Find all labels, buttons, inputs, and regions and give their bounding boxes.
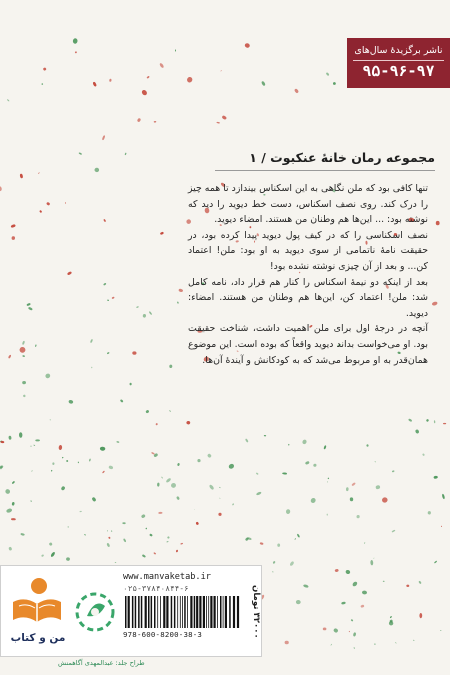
paint-splatter xyxy=(433,476,438,479)
paint-splatter xyxy=(349,631,351,633)
barcode-bar xyxy=(177,596,178,628)
phone-number: ۰۲۵-۳۷۸۴۰۸۴۴-۶ xyxy=(123,584,189,593)
paint-splatter xyxy=(41,83,43,84)
paint-splatter xyxy=(436,221,440,225)
barcode-bar xyxy=(157,596,158,628)
paint-splatter xyxy=(294,538,295,540)
barcode-bar xyxy=(182,596,183,628)
paint-splatter xyxy=(305,461,310,465)
paint-splatter xyxy=(102,135,106,140)
paint-splatter xyxy=(4,488,10,495)
paint-splatter xyxy=(264,435,266,437)
barcode-bar xyxy=(196,596,198,628)
paint-splatter xyxy=(45,373,51,379)
paint-splatter xyxy=(124,152,126,155)
paint-splatter xyxy=(289,561,294,567)
paint-splatter xyxy=(218,513,222,517)
paint-splatter xyxy=(103,283,106,286)
paint-splatter xyxy=(282,472,287,474)
paint-splatter xyxy=(160,231,164,235)
paint-splatter xyxy=(382,497,388,503)
paint-splatter xyxy=(35,344,37,347)
paint-splatter xyxy=(351,482,356,486)
barcode-bar xyxy=(163,596,165,628)
barcode-bar xyxy=(128,596,130,628)
paint-splatter xyxy=(422,453,425,456)
paint-splatter xyxy=(326,72,330,76)
barcode-bar xyxy=(206,596,207,628)
paint-splatter xyxy=(75,51,78,54)
paint-splatter xyxy=(52,462,54,465)
paint-splatter xyxy=(20,173,24,178)
paint-splatter xyxy=(102,470,105,473)
paint-splatter xyxy=(94,168,99,172)
paint-splatter xyxy=(141,89,148,96)
paint-splatter xyxy=(261,81,266,87)
paint-splatter xyxy=(313,464,317,467)
paint-splatter xyxy=(341,601,346,604)
paint-splatter xyxy=(30,446,31,447)
paint-splatter xyxy=(413,640,415,641)
paint-splatter xyxy=(108,536,111,539)
paint-splatter xyxy=(66,557,70,561)
paint-splatter xyxy=(284,641,288,645)
barcode-bar xyxy=(171,596,173,628)
paint-splatter xyxy=(353,647,355,649)
paint-splatter xyxy=(166,541,168,543)
paint-splatter xyxy=(142,554,146,558)
paint-splatter xyxy=(90,339,93,343)
paint-splatter xyxy=(123,538,127,542)
paint-splatter xyxy=(136,306,139,308)
paint-splatter xyxy=(346,487,349,491)
paint-splatter xyxy=(8,436,11,440)
paint-splatter xyxy=(108,465,113,470)
paint-splatter xyxy=(350,497,354,501)
paint-splatter xyxy=(333,628,339,634)
barcode-bar xyxy=(225,596,227,628)
paint-splatter xyxy=(79,511,82,513)
paint-splatter xyxy=(157,483,160,487)
paint-splatter xyxy=(146,76,149,79)
paint-splatter xyxy=(442,494,446,500)
barcode-bar xyxy=(151,596,153,628)
paint-splatter xyxy=(216,122,220,124)
paint-splatter xyxy=(151,452,155,455)
paint-splatter xyxy=(197,459,200,462)
paint-splatter xyxy=(109,79,111,82)
paint-splatter xyxy=(374,461,376,463)
blurb-paragraph: تنها کافی بود که ملن نگاهی به این اسکناس بیندازد تا همه چیز را درک کند. روی نصف اسکناس، دست خط دیوید را دید که نوشته بود: ... این‌ها هم وطنان من هستند. امضاء دیوید. xyxy=(188,183,428,226)
paint-splatter xyxy=(169,365,172,368)
paint-splatter xyxy=(277,543,280,546)
paint-splatter xyxy=(176,496,180,500)
barcode-bar xyxy=(160,596,161,628)
paint-splatter xyxy=(180,543,183,545)
paint-splatter xyxy=(351,619,354,622)
paint-splatter xyxy=(65,202,67,204)
barcode-bar xyxy=(223,596,224,628)
paint-splatter xyxy=(111,296,114,299)
paint-splatter xyxy=(256,472,259,475)
paint-splatter xyxy=(327,477,329,479)
paint-splatter xyxy=(149,533,153,536)
paint-splatter xyxy=(177,301,179,304)
paint-splatter xyxy=(154,121,157,123)
paint-splatter xyxy=(296,600,301,605)
paint-splatter xyxy=(26,303,31,306)
paint-splatter xyxy=(330,644,332,646)
barcode-bar xyxy=(233,596,235,628)
paint-splatter xyxy=(327,514,328,516)
paint-splatter xyxy=(335,569,339,573)
paint-splatter xyxy=(222,115,228,120)
paint-splatter xyxy=(30,500,32,502)
paint-splatter xyxy=(159,62,164,68)
paint-splatter xyxy=(169,410,171,412)
paint-splatter xyxy=(11,236,15,240)
barcode-bar xyxy=(166,596,168,628)
paint-splatter xyxy=(294,88,299,94)
paint-splatter xyxy=(0,186,2,191)
paint-splatter xyxy=(68,399,73,404)
paint-splatter xyxy=(100,447,106,451)
publisher-award-badge xyxy=(347,38,450,88)
paint-splatter xyxy=(22,355,25,357)
info-lines xyxy=(123,570,241,640)
paint-splatter xyxy=(91,367,92,368)
paint-splatter xyxy=(38,172,40,174)
paint-splatter xyxy=(62,457,64,459)
paint-splatter xyxy=(107,530,108,531)
barcode-bar xyxy=(203,596,205,628)
paint-splatter xyxy=(23,394,26,397)
paint-splatter xyxy=(408,418,412,422)
barcode-bar xyxy=(208,596,209,628)
barcode-bar xyxy=(237,596,239,628)
paint-splatter xyxy=(43,67,47,71)
paint-splatter xyxy=(273,561,276,564)
paint-splatter xyxy=(12,502,15,506)
paint-splatter xyxy=(155,423,157,426)
paint-splatter xyxy=(8,547,12,551)
paint-splatter xyxy=(373,558,374,559)
barcode-bar xyxy=(145,596,147,628)
paint-splatter xyxy=(66,460,68,462)
paint-splatter xyxy=(406,584,409,587)
barcode-bar xyxy=(138,596,140,628)
paint-splatter xyxy=(260,542,264,545)
blurb-text xyxy=(188,181,428,368)
paint-splatter xyxy=(366,444,369,447)
blurb-paragraph: نصف اسکناسی را که در کیف پول دیوید پیدا کرده بود، در حقیقت نامهٔ ناتمامی از سوی دیوید به او بود: ملن! اعتماد کن... و بعد از آن چیزی نوشته نشده بود! xyxy=(188,229,428,272)
paint-splatter xyxy=(145,410,149,414)
paint-splatter xyxy=(107,352,110,355)
cover-designer-credit: طراح جلد: عبدالمهدی آگاهمنش xyxy=(58,659,145,667)
paint-splatter xyxy=(22,381,26,385)
paint-splatter xyxy=(434,420,436,423)
blurb-paragraph: بعد از اینکه دو نیمهٔ اسکناس را کنار هم قرار داد، نامه کامل شد: ملن! اعتماد کن، این‌ها هم وطنان من هستند. امضاء: دیوید. xyxy=(188,276,428,319)
paint-splatter xyxy=(370,560,373,566)
paint-splatter xyxy=(388,621,394,627)
paint-splatter xyxy=(333,82,336,85)
paint-splatter xyxy=(219,487,221,489)
barcode-bar xyxy=(174,596,176,628)
paint-splatter xyxy=(356,515,359,518)
paint-splatter xyxy=(132,351,136,355)
paint-splatter xyxy=(353,632,356,637)
paint-splatter xyxy=(288,444,289,446)
paint-splatter xyxy=(440,630,442,631)
paint-splatter xyxy=(195,521,199,525)
paint-splatter xyxy=(18,346,26,354)
publisher-info-panel xyxy=(0,565,262,657)
paint-splatter xyxy=(11,518,16,520)
barcode-icon xyxy=(123,595,241,629)
paint-splatter xyxy=(122,522,125,524)
paint-splatter xyxy=(78,461,80,463)
paint-splatter xyxy=(46,202,50,206)
paint-splatter xyxy=(107,299,109,301)
paint-splatter xyxy=(232,503,234,505)
paint-splatter xyxy=(50,419,51,420)
barcode-bar xyxy=(141,596,143,628)
paint-splatter xyxy=(323,445,326,449)
paint-splatter xyxy=(51,470,53,472)
paint-splatter xyxy=(58,445,62,450)
paint-splatter xyxy=(392,470,395,473)
publisher-logo xyxy=(5,574,69,650)
paint-splatter xyxy=(22,341,25,345)
paint-splatter xyxy=(297,534,300,538)
website-url: www.manvaketab.ir xyxy=(123,572,211,582)
paint-splatter xyxy=(165,477,171,483)
paint-splatter xyxy=(141,514,146,519)
paint-splatter xyxy=(35,439,40,441)
paint-splatter xyxy=(419,613,422,618)
paint-splatter xyxy=(116,441,119,443)
paint-splatter xyxy=(431,301,437,306)
paint-splatter xyxy=(176,550,178,553)
blurb-paragraph: آنچه در درجهٔ اول برای ملن اهمیت داشت، شناخت حقیقت بود. او می‌خواست بداند دیوید واقعاً که بوده است. این موضوع همان‌قدر به او مربوط می‌شد که به کودکانش و آیندهٔ آن‌ها. xyxy=(188,323,428,366)
paint-splatter xyxy=(186,421,190,425)
paint-splatter xyxy=(362,590,367,594)
badge-years: ۹۵-۹۶-۹۷ xyxy=(353,60,444,81)
barcode-bar xyxy=(148,596,150,628)
paint-splatter xyxy=(84,534,86,536)
paint-splatter xyxy=(78,152,82,155)
barcode-bar xyxy=(199,596,201,628)
paint-splatter xyxy=(286,509,291,514)
paint-splatter xyxy=(8,354,12,358)
paint-splatter xyxy=(72,38,78,44)
paint-splatter xyxy=(145,527,147,529)
paint-splatter xyxy=(89,458,91,461)
paint-splatter xyxy=(143,314,147,318)
badge-label: ناشر برگزیدهٔ سال‌های xyxy=(354,45,443,56)
paint-splatter xyxy=(310,497,317,504)
paint-splatter xyxy=(33,445,35,446)
paint-splatter xyxy=(352,581,358,587)
paint-splatter xyxy=(207,453,212,458)
barcode-bar xyxy=(154,596,156,628)
paint-splatter xyxy=(39,210,42,213)
paint-splatter xyxy=(10,224,15,228)
paint-splatter xyxy=(178,288,183,292)
paint-splatter xyxy=(364,542,365,544)
paint-splatter xyxy=(31,470,33,472)
paint-splatter xyxy=(120,399,124,403)
paint-splatter xyxy=(186,76,193,84)
book-reader-icon xyxy=(5,574,69,632)
paint-splatter xyxy=(327,481,328,482)
paint-splatter xyxy=(153,552,156,555)
barcode-bar xyxy=(132,596,134,628)
paint-splatter xyxy=(19,432,22,438)
barcode-bar xyxy=(210,596,212,628)
paint-splatter xyxy=(129,383,131,386)
paint-splatter xyxy=(115,562,117,563)
paint-splatter xyxy=(68,526,69,528)
paint-splatter xyxy=(20,533,25,536)
paint-splatter xyxy=(61,486,66,491)
barcode-bar xyxy=(194,596,196,628)
series-title: مجموعه رمان خانهٔ عنکبوت / ۱ xyxy=(249,150,435,165)
paint-splatter xyxy=(7,99,10,102)
paint-splatter xyxy=(6,508,13,514)
barcode-bar xyxy=(229,596,231,628)
circular-leaf-mark-icon xyxy=(71,588,119,636)
price-label: ۳۲۰۰۰ تومان xyxy=(251,585,261,639)
paint-splatter xyxy=(375,485,380,490)
paint-splatter xyxy=(345,569,351,575)
paint-splatter xyxy=(158,512,162,514)
barcode-bar xyxy=(180,596,181,628)
paint-splatter xyxy=(391,529,395,532)
isbn-number: 978-600-8200-38-3 xyxy=(123,630,203,639)
paint-splatter xyxy=(428,511,431,515)
paint-splatter xyxy=(91,497,96,502)
paint-splatter xyxy=(111,530,113,532)
paint-splatter xyxy=(395,642,397,644)
paint-splatter xyxy=(390,616,393,619)
barcode-bar xyxy=(125,596,127,628)
paint-splatter xyxy=(175,49,176,51)
paint-splatter xyxy=(418,581,421,585)
paint-splatter xyxy=(67,271,72,276)
paint-splatter xyxy=(28,307,33,311)
paint-splatter xyxy=(443,423,446,424)
paint-splatter xyxy=(228,463,235,470)
paint-splatter xyxy=(49,542,53,546)
paint-splatter xyxy=(103,219,106,222)
paint-splatter xyxy=(434,560,437,563)
paint-splatter xyxy=(50,551,56,557)
barcode-bar xyxy=(187,596,188,628)
paint-splatter xyxy=(106,543,110,548)
barcode-bar xyxy=(217,596,218,628)
paint-splatter xyxy=(323,627,327,630)
paint-splatter xyxy=(170,482,177,488)
paint-splatter xyxy=(41,554,44,557)
paint-splatter xyxy=(302,439,308,445)
paint-splatter xyxy=(360,604,364,608)
paint-splatter xyxy=(221,70,222,72)
paint-splatter xyxy=(272,571,274,572)
barcode-bar xyxy=(184,596,186,628)
paint-splatter xyxy=(177,463,180,467)
publisher-name: من و کتاب xyxy=(10,632,66,644)
barcode-bar xyxy=(214,596,216,628)
barcode-bar xyxy=(135,596,137,628)
paint-splatter xyxy=(137,118,141,123)
paint-splatter xyxy=(441,526,442,527)
title-divider xyxy=(215,170,435,171)
paint-splatter xyxy=(383,581,385,582)
paint-splatter xyxy=(426,419,430,423)
paint-splatter xyxy=(303,584,309,588)
paint-splatter xyxy=(12,481,16,484)
paint-splatter xyxy=(244,43,250,49)
paint-splatter xyxy=(374,643,376,645)
paint-splatter xyxy=(167,536,170,539)
paint-splatter xyxy=(245,438,249,442)
paint-splatter xyxy=(415,429,420,434)
barcode-bar xyxy=(190,596,192,628)
paint-splatter xyxy=(92,81,97,87)
barcode-bar xyxy=(220,596,222,628)
paint-splatter xyxy=(149,311,153,315)
paint-splatter xyxy=(219,498,221,499)
paint-splatter xyxy=(161,476,163,478)
paint-splatter xyxy=(256,491,262,496)
paint-splatter xyxy=(209,484,215,490)
